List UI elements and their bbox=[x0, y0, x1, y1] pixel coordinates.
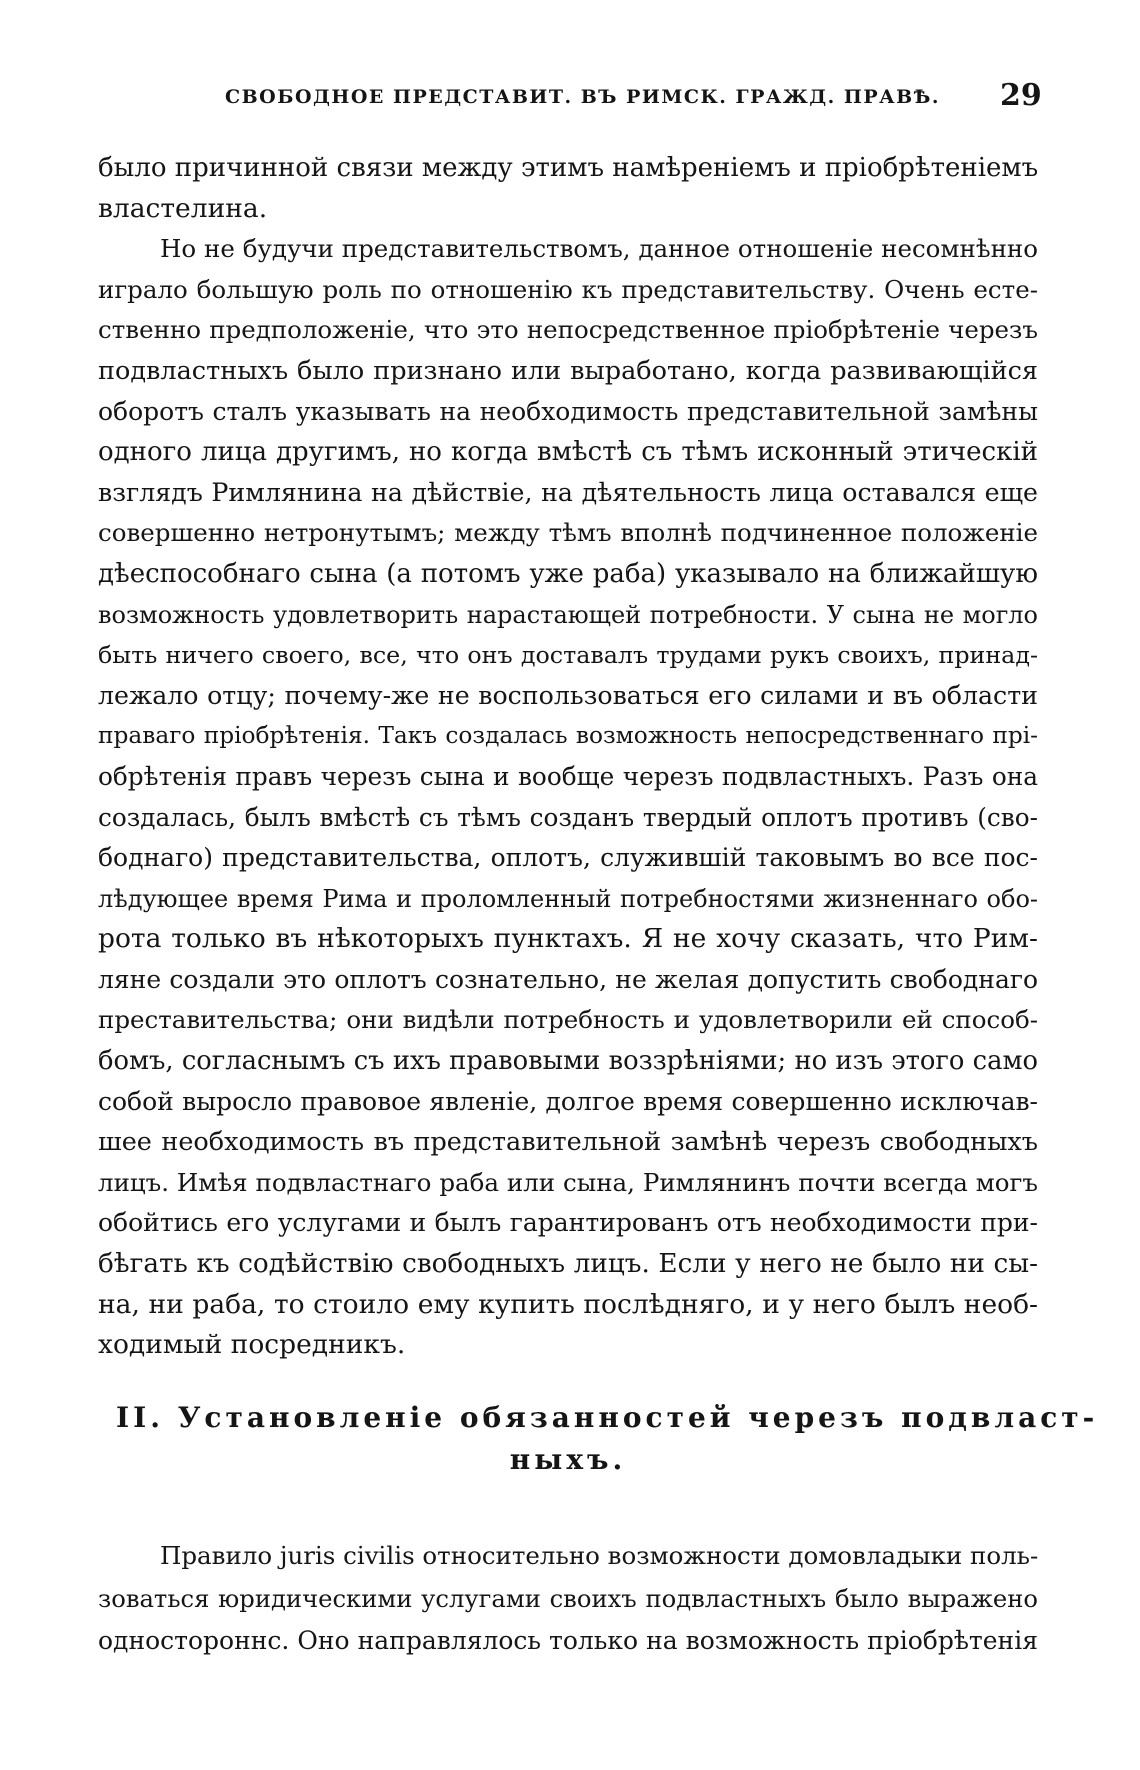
section-heading bbox=[98, 1396, 1099, 1480]
text-line: взглядъ Римлянина на дѣйствіе, на дѣятельность лица оставался еще bbox=[98, 477, 1038, 507]
text-line: зоваться юридическими услугами своихъ подвластныхъ было выражено bbox=[98, 1583, 1038, 1613]
text-line: лежало отцу; почему-же не воспользоваться его силами и въ области bbox=[98, 680, 1038, 710]
text-line: лѣдующее время Рима и проломленный потребностями жизненнаго обо- bbox=[98, 884, 1038, 913]
text-line: было причинной связи между этимъ намѣреніемъ и пріобрѣтеніемъ bbox=[98, 153, 1038, 183]
text-line: обойтись его услугами и былъ гарантированъ отъ необходимости при- bbox=[98, 1208, 1038, 1238]
text-line: создалась, былъ вмѣстѣ съ тѣмъ созданъ твердый оплотъ противъ (сво- bbox=[98, 802, 1038, 832]
main-text-block bbox=[98, 148, 1038, 1366]
text-line: оборотъ сталъ указывать на необходимость представительной замѣны bbox=[98, 396, 1038, 426]
text-line: ственно предположеніе, что это непосредственное пріобрѣтеніе черезъ bbox=[98, 315, 1038, 345]
text-line: властелина. bbox=[98, 192, 268, 224]
text-line: бѣгать къ содѣйствію свободныхъ лицъ. Если у него не было ни сы- bbox=[98, 1249, 1038, 1280]
text-line: Правило juris civilis относительно возможности домовладыки поль- bbox=[160, 1541, 1038, 1570]
running-head: СВОБОДНОЕ ПРЕДСТАВИТ. ВЪ РИМСК. ГРАЖД. ПРАВѢ. bbox=[225, 86, 941, 108]
text-line: возможность удовлетворить нарастающей потребности. У сына не могло bbox=[98, 600, 1038, 629]
text-line: ляне создали это оплотъ сознательно, не желая допустить свободнаго bbox=[98, 964, 1038, 994]
section-heading-line-2: ныхъ. bbox=[509, 1443, 627, 1476]
text-line: совершенно нетронутымъ; между тѣмъ вполнѣ подчиненное положеніе bbox=[98, 518, 1038, 548]
section-text-block bbox=[98, 1535, 1038, 1663]
text-line: Но не будучи представительствомъ, данное отношеніе несомнѣнно bbox=[160, 234, 1038, 264]
page-number: 29 bbox=[1000, 78, 1042, 113]
text-line: обрѣтенія правъ черезъ сына и вообще черезъ подвластныхъ. Разъ она bbox=[98, 761, 1038, 791]
text-line: ходимый посредникъ. bbox=[98, 1329, 406, 1361]
text-line: шее необходимость въ представительной замѣнѣ черезъ свободныхъ bbox=[98, 1127, 1038, 1158]
text-line: одностороннс. Оно направлялось только на возможность пріобрѣтенія bbox=[98, 1626, 1038, 1655]
text-line: подвластныхъ было признано или выработано, когда развивающійся bbox=[98, 355, 1038, 386]
text-line: рота только въ нѣкоторыхъ пунктахъ. Я не хочу сказать, что Рим- bbox=[98, 923, 1038, 955]
text-line: лицъ. Имѣя подвластнаго раба или сына, Римлянинъ почти всегда могъ bbox=[98, 1167, 1038, 1197]
text-line: быть ничего своего, все, что онъ доставалъ трудами рукъ своихъ, принад- bbox=[98, 641, 1038, 670]
text-line: одного лица другимъ, но когда вмѣстѣ съ тѣмъ исконный этическій bbox=[98, 437, 1038, 468]
text-line: дѣеспособнаго сына (а потомъ уже раба) указывало на ближайшую bbox=[98, 558, 1038, 589]
section-heading-line-1: II. Установленіе обязанностей черезъ подвласт- bbox=[116, 1401, 1099, 1434]
text-line: на, ни раба, то стоило ему купить послѣдняго, и у него былъ необ- bbox=[98, 1288, 1038, 1320]
text-line: играло большую роль по отношенію къ представительству. Очень есте- bbox=[98, 274, 1038, 304]
text-line: боднаго) представительства, оплотъ, служившій таковымъ во все пос- bbox=[98, 843, 1038, 873]
text-line: праваго пріобрѣтенія. Такъ создалась возможность непосредственнаго прі- bbox=[98, 722, 1038, 750]
text-line: преставительства; они видѣли потребность и удовлетворили ей способ- bbox=[98, 1005, 1038, 1035]
text-line: собой выросло правовое явленіе, долгое время совершенно исключав- bbox=[98, 1086, 1038, 1116]
text-line: бомъ, согласнымъ съ ихъ правовыми воззрѣніями; но изъ этого само bbox=[98, 1046, 1038, 1077]
